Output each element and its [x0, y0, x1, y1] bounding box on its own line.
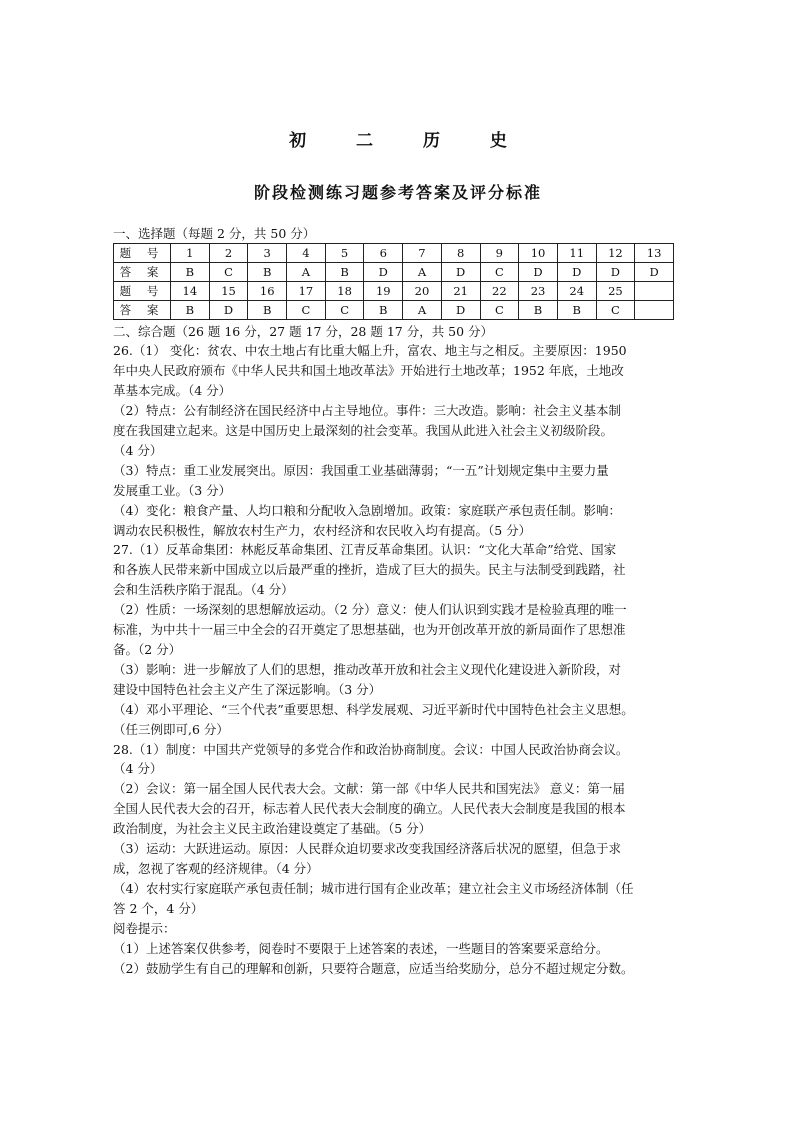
answer-cell: D: [441, 263, 480, 282]
question-number-cell: 20: [403, 282, 442, 301]
question-number-cell: 16: [248, 282, 287, 301]
table-row-answers: [114, 263, 674, 282]
answer-line: 革基本完成。（4 分）: [113, 383, 232, 399]
answer-line: （2）性质：一场深刻的思想解放运动。（2 分）意义：使人们认识到实践才是检验真理的唯一: [113, 602, 627, 618]
answer-line: 调动农民积极性，解放农村生产力，农村经济和农民收入均有提高。（5 分）: [113, 522, 532, 538]
answer-cell: B: [248, 301, 287, 320]
question-number-cell: [635, 282, 674, 301]
section-synthesis-heading: 二、综合题（26 题 16 分，27 题 17 分，28 题 17 分，共 50 分）: [113, 324, 494, 340]
question-number-cell: 10: [519, 244, 558, 263]
answer-line: （4）变化：粮食产量、人均口粮和分配收入急剧增加。政策：家庭联产承包责任制。影响：: [113, 502, 621, 518]
row-label-number: 题 号: [114, 244, 171, 263]
question-number-cell: 15: [209, 282, 248, 301]
page-subtitle: 阶段检测练习题参考答案及评分标准: [253, 183, 542, 202]
question-number-cell: 7: [403, 244, 442, 263]
table-row-answers: [114, 301, 674, 320]
question-number-cell: 6: [364, 244, 403, 263]
answer-cell: C: [325, 301, 364, 320]
question-number-cell: 23: [519, 282, 558, 301]
answer-cell: D: [635, 263, 674, 282]
answer-line: 会和生活秩序陷于混乱。（4 分）: [113, 582, 294, 598]
section-choice-heading: 一、选择题（每题 2 分，共 50 分）: [113, 226, 316, 241]
question-number-cell: 4: [287, 244, 326, 263]
question-number-cell: 24: [557, 282, 596, 301]
answer-line: 27.（1）反革命集团：林彪反革命集团、江青反革命集团。认识：“文化大革命”给党、国家: [113, 542, 617, 558]
answer-line: 28.（1）制度：中国共产党领导的多党合作和政治协商制度。会议：中国人民政治协商会议。: [113, 741, 629, 757]
answer-line: 标准，为中共十一届三中全会的召开奠定了思想基础，也为开创改革开放的新局面作了思想准: [113, 622, 626, 638]
answer-line: （2）会议：第一届全国人民代表大会。文献：第一部《中华人民共和国宪法》 意义：第一届: [113, 781, 625, 797]
answer-cell: D: [209, 301, 248, 320]
question-number-cell: 3: [248, 244, 287, 263]
answer-line: （4）农村实行家庭联产承包责任制；城市进行国有企业改革；建立社会主义市场经济体制（任: [113, 880, 634, 896]
table-row-numbers: [114, 244, 674, 263]
answer-line: 发展重工业。（3 分）: [113, 482, 232, 498]
answer-line: 政治制度，为社会主义民主政治建设奠定了基础。（5 分）: [113, 821, 432, 837]
answer-line: （2）特点：公有制经济在国民经济中占主导地位。事件：三大改造。影响：社会主义基本制: [113, 403, 621, 419]
answer-line: 建设中国特色社会主义产生了深远影响。（3 分）: [113, 681, 382, 697]
question-number-cell: 19: [364, 282, 403, 301]
answer-cell: C: [480, 301, 519, 320]
row-label-answer: 答 案: [114, 301, 171, 320]
answer-line: 和各族人民带来新中国成立以后最严重的挫折，造成了巨大的损失。民主与法制受到践踏，社: [113, 562, 626, 578]
answer-cell: D: [441, 301, 480, 320]
answer-cell: C: [596, 301, 635, 320]
question-number-cell: 8: [441, 244, 480, 263]
answer-line: 成，忽视了客观的经济规律。（4 分）: [113, 860, 319, 876]
question-number-cell: 11: [557, 244, 596, 263]
answer-line: （1）上述答案仅供参考，阅卷时不要限于上述答案的表述，一些题目的答案要采意给分。: [113, 940, 609, 956]
answer-cell: B: [248, 263, 287, 282]
answer-cell: A: [287, 263, 326, 282]
question-number-cell: 18: [325, 282, 364, 301]
answer-line: 度在我国建立起来。这是中国历史上最深刻的社会变革。我国从此进入社会主义初级阶段。: [113, 423, 614, 439]
answer-line: （2）鼓励学生有自己的理解和创新，只要符合题意，应适当给奖励分，总分不超过规定分数。: [113, 960, 634, 976]
answer-cell: A: [403, 263, 442, 282]
page-title: 初 二 历 史: [289, 131, 529, 151]
answer-cell: D: [596, 263, 635, 282]
answer-cell: B: [364, 301, 403, 320]
answer-cell: [635, 301, 674, 320]
answer-line: （4 分）: [113, 442, 163, 458]
answer-cell: C: [480, 263, 519, 282]
question-number-cell: 14: [171, 282, 210, 301]
answer-line: （4）邓小平理论、“三个代表”重要思想、科学发展观、习近平新时代中国特色社会主义思想。: [113, 701, 634, 717]
answer-cell: B: [557, 301, 596, 320]
answer-table: [113, 243, 674, 320]
question-number-cell: 13: [635, 244, 674, 263]
answer-cell: B: [519, 301, 558, 320]
question-number-cell: 5: [325, 244, 364, 263]
answer-cell: B: [171, 301, 210, 320]
question-number-cell: 1: [171, 244, 210, 263]
answer-line: （3）运动：大跃进运动。原因：人民群众迫切要求改变我国经济落后状况的愿望，但急于求: [113, 841, 621, 857]
answer-line: 全国人民代表大会的召开，标志着人民代表大会制度的确立。人民代表大会制度是我国的根本: [113, 801, 626, 817]
answer-cell: A: [403, 301, 442, 320]
question-number-cell: 25: [596, 282, 635, 301]
answer-sheet: [113, 130, 683, 978]
question-number-cell: 12: [596, 244, 635, 263]
answer-cell: C: [287, 301, 326, 320]
synthesis-answers: [113, 341, 683, 978]
answer-cell: D: [519, 263, 558, 282]
row-label-answer: 答 案: [114, 263, 171, 282]
answer-cell: D: [364, 263, 403, 282]
answer-line: 答 2 个，4 分）: [113, 900, 204, 916]
answer-line: 阅卷提示：: [113, 920, 176, 936]
answer-line: 26.（1） 变化：贫农、中农土地占有比重大幅上升，富农、地主与之相反。主要原因：1950: [113, 343, 627, 359]
question-number-cell: 17: [287, 282, 326, 301]
answer-cell: B: [171, 263, 210, 282]
row-label-number: 题 号: [114, 282, 171, 301]
answer-line: （3）特点：重工业发展突出。原因：我国重工业基础薄弱；“一五”计划规定集中主要力量: [113, 462, 609, 478]
answer-line: 备。（2 分）: [113, 642, 182, 657]
question-number-cell: 21: [441, 282, 480, 301]
question-number-cell: 2: [209, 244, 248, 263]
answer-line: （3）影响：进一步解放了人们的思想，推动改革开放和社会主义现代化建设进入新阶段，对: [113, 661, 621, 677]
question-number-cell: 9: [480, 244, 519, 263]
answer-line: 年中央人民政府颁布《中华人民共和国土地改革法》开始进行土地改革；1952 年底，土地改: [113, 363, 624, 379]
answer-line: （4 分）: [113, 761, 163, 777]
answer-line: （任三例即可,6 分）: [113, 721, 229, 737]
table-row-numbers: [114, 282, 674, 301]
answer-cell: D: [557, 263, 596, 282]
answer-cell: B: [325, 263, 364, 282]
question-number-cell: 22: [480, 282, 519, 301]
answer-cell: C: [209, 263, 248, 282]
